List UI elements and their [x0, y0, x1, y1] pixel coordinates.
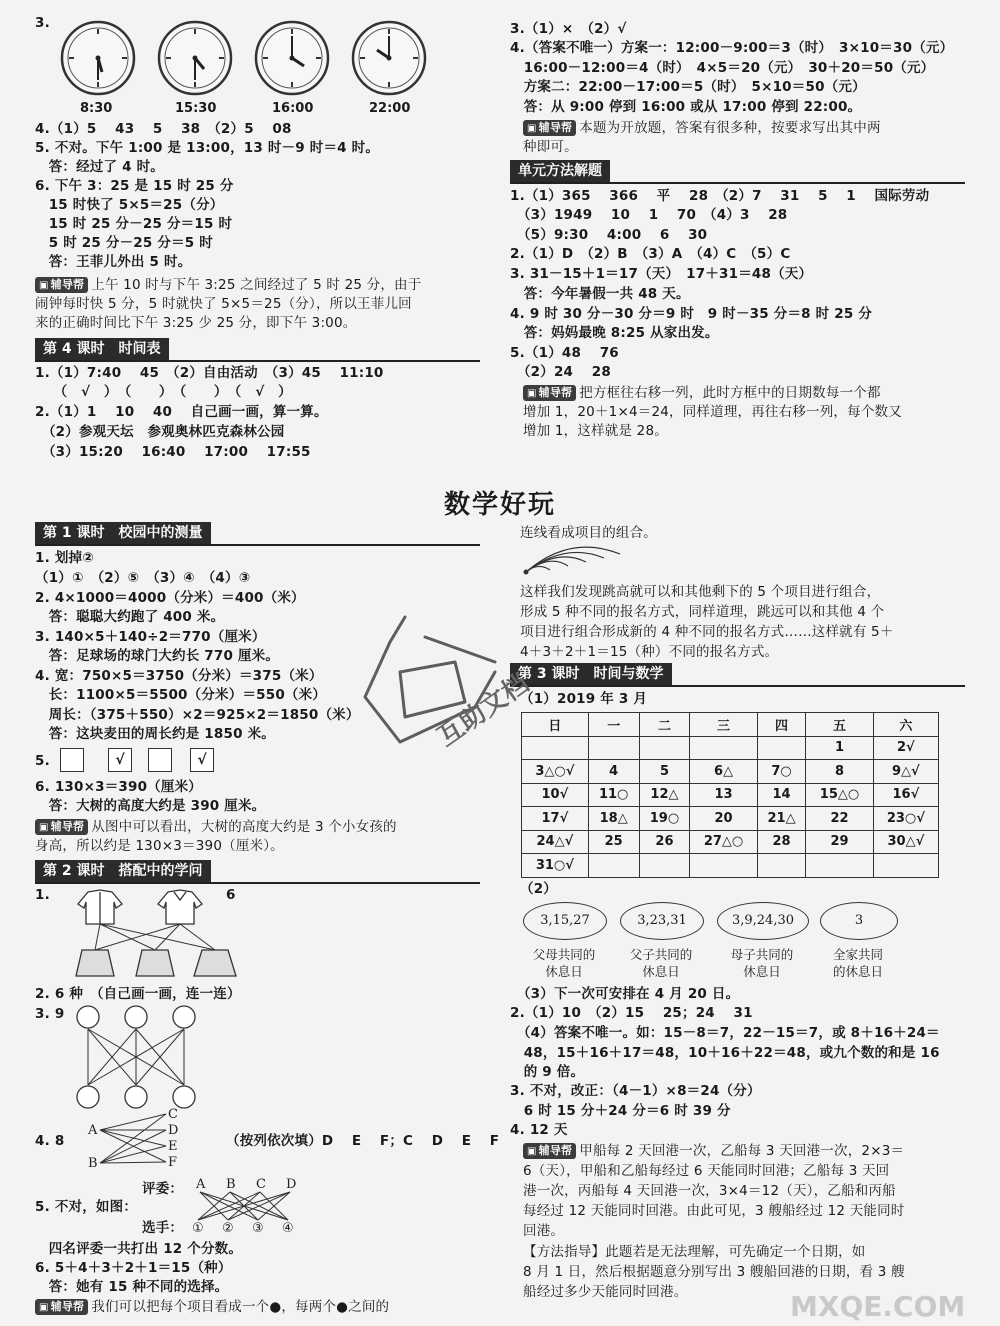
answer-line: 3. 31－15＋1＝17（天） 17＋31＝48（天）	[510, 266, 813, 282]
table-cell: 11○	[588, 783, 639, 807]
oval-set: 3,15,27	[523, 902, 607, 940]
table-cell: 7○	[757, 760, 806, 784]
answer-line: 15 时 25 分－25 分＝15 时	[35, 216, 233, 232]
answer-line: 答：王菲儿外出 5 时。	[35, 254, 192, 270]
answer-line: （3）1949 10 1 70 （4）3 28	[510, 207, 788, 223]
q5-number: 5.	[35, 753, 50, 769]
table-cell: 14	[757, 783, 806, 807]
answer-line: 6. 5＋4＋3＋2＋1＝15（种）	[35, 1260, 232, 1276]
arc-combination-diagram	[520, 542, 640, 578]
table-cell: 23○√	[873, 807, 938, 831]
oval-set: 3,9,24,30	[717, 902, 809, 940]
answer-line: 3. 140×5＋140÷2＝770（厘米）	[35, 629, 266, 645]
answer-line: 2.（1）D （2）B （3）A （4）C （5）C	[510, 246, 791, 262]
q4-answer: （按列依次填）D E F；C D E F	[226, 1133, 500, 1149]
letter-matching-diagram	[82, 1104, 192, 1174]
letter-label: E	[168, 1139, 178, 1154]
table-cell: 8	[806, 760, 873, 784]
table-cell: 27△○	[690, 830, 757, 854]
oval-set: 3	[820, 902, 898, 940]
answer-line: 答：足球场的球门大约长 770 厘米。	[35, 648, 280, 664]
answer-line: 6. 下午 3：25 是 15 时 25 分	[35, 178, 234, 194]
answer-line: 答：她有 15 种不同的选择。	[35, 1279, 229, 1295]
table-row	[522, 736, 939, 760]
helper-note: ▣ 辅导帮 上午 10 时与下午 3:25 之间经过了 5 时 25 分，由于	[35, 276, 421, 294]
answer-line: 2. 6 种 （自己画一画，连一连）	[35, 986, 241, 1002]
helper-badge: ▣ 辅导帮	[523, 385, 576, 401]
table-cell: 1	[806, 736, 873, 760]
clock-time-label: 8:30	[80, 101, 113, 116]
section-header-lesson1: 第 1 课时 校园中的测量	[35, 522, 480, 546]
table-cell	[522, 736, 589, 760]
q5-line: 5. 不对，如图：	[35, 1199, 138, 1215]
table-cell: 25	[588, 830, 639, 854]
answer-line: （2）24 28	[510, 364, 611, 380]
letter-label: B	[88, 1156, 98, 1171]
table-cell	[806, 854, 873, 878]
table-header: 四	[757, 713, 806, 737]
answer-line: （3）15:20 16:40 17:00 17:55	[35, 444, 311, 460]
q3-number: 3.	[35, 15, 50, 31]
table-cell: 13	[690, 783, 757, 807]
book-icon: ▣	[39, 1302, 49, 1313]
table-cell	[873, 854, 938, 878]
shirt-icon	[158, 890, 202, 924]
judge-label: B	[226, 1177, 236, 1192]
q2-line: （2）	[520, 881, 557, 897]
helper-note: ▣ 辅导帮 甲船每 2 天回港一次，乙船每 3 天回港一次，2×3＝	[523, 1142, 904, 1160]
helper-note-line: 港一次，丙船每 4 天回港一次，3×4＝12（天），乙船和丙船	[523, 1183, 896, 1199]
helper-badge: ▣ 辅导帮	[35, 277, 88, 293]
helper-note-line: 闹钟每时快 5 分，5 时就快了 5×5＝25（分），所以王菲儿回	[35, 296, 412, 312]
table-cell: 12△	[639, 783, 690, 807]
answer-line: 3.（1）× （2）√	[510, 21, 627, 37]
table-row	[522, 783, 939, 807]
helper-note-line: 来的正确时间比下午 3:25 少 25 分，即下午 3:00。	[35, 315, 357, 331]
answer-line: 答：妈妈最晚 8:25 从家出发。	[510, 325, 719, 341]
answer-line: 1. 划掉②	[35, 550, 94, 566]
q3-number: 3. 9	[35, 1006, 65, 1022]
table-cell	[588, 736, 639, 760]
table-header: 日	[522, 713, 589, 737]
method-note-line: 船经过多少天能同时回港。	[523, 1284, 688, 1300]
clock-time-label: 15:30	[175, 101, 217, 116]
oval-caption: 父母共同的 休息日	[532, 947, 596, 979]
judge-label: A	[196, 1177, 206, 1192]
table-cell: 26	[639, 830, 690, 854]
table-cell: 28	[757, 830, 806, 854]
answer-line: 6. 130×3＝390（厘米）	[35, 779, 202, 795]
judge-label: D	[286, 1177, 297, 1192]
table-cell: 4	[588, 760, 639, 784]
answer-line: 3. 不对，改正：（4－1）×8＝24（分）	[510, 1083, 761, 1099]
answer-box: √	[108, 748, 132, 772]
table-header: 二	[639, 713, 690, 737]
text-line: 4＋3＋2＋1＝15（种）不同的报名方式。	[520, 644, 779, 660]
answer-line: 6 时 15 分＋24 分＝6 时 39 分	[510, 1103, 731, 1119]
letter-label: A	[88, 1123, 98, 1138]
answer-line: 答：今年暑假一共 48 天。	[510, 286, 690, 302]
text-line: 这样我们发现跳高就可以和其他剩下的 5 个项目进行组合，	[520, 584, 881, 600]
clock-icon	[62, 22, 134, 94]
clock-icon	[256, 22, 328, 94]
table-cell	[639, 854, 690, 878]
letter-label: C	[168, 1107, 178, 1122]
answer-line: 5.（1）48 76	[510, 345, 619, 361]
table-row	[522, 760, 939, 784]
answer-line: 答：大树的高度大约是 390 厘米。	[35, 798, 266, 814]
clock-icon	[353, 22, 425, 94]
answer-line: 4.（答案不唯一）方案一：12:00－9:00＝3（时） 3×10＝30（元）	[510, 40, 954, 56]
calendar-table	[521, 712, 939, 878]
q1-answer: 6	[226, 887, 236, 903]
table-cell: 31○√	[522, 854, 589, 878]
table-row	[522, 713, 939, 737]
helper-badge: ▣ 辅导帮	[35, 1299, 88, 1315]
helper-note: ▣ 辅导帮 从图中可以看出，大树的高度大约是 3 个小女孩的	[35, 818, 397, 836]
judges-label: 评委：	[142, 1181, 184, 1197]
answer-box: √	[190, 748, 214, 772]
table-cell: 18△	[588, 807, 639, 831]
answer-line: （3）下一次可安排在 4 月 20 日。	[510, 986, 740, 1002]
oval-caption: 母子共同的 休息日	[730, 947, 794, 979]
table-cell	[690, 736, 757, 760]
answer-line: 5. 不对。下午 1:00 是 13:00，13 时－9 时＝4 时。	[35, 140, 380, 156]
table-cell: 20	[690, 807, 757, 831]
section-title: 数学好玩	[443, 490, 556, 520]
oval-caption: 父子共同的 休息日	[629, 947, 693, 979]
answer-line: 4. 12 天	[510, 1122, 568, 1138]
table-cell: 24△√	[522, 830, 589, 854]
letter-label: D	[168, 1123, 179, 1138]
answer-line: （2）参观天坛 参观奥林匹克森林公园	[35, 424, 285, 440]
helper-note-line: 增加 1，20＋1×4＝24，同样道理，再往右移一列，每个数又	[523, 404, 902, 420]
book-icon: ▣	[527, 123, 537, 134]
section-header-unit-method: 单元方法解题	[510, 160, 965, 184]
answer-line: 15 时快了 5×5＝25（分）	[35, 197, 224, 213]
table-cell: 30△√	[873, 830, 938, 854]
table-cell: 6△	[690, 760, 757, 784]
section-header-lesson2: 第 2 课时 搭配中的学问	[35, 860, 480, 884]
table-cell: 22	[806, 807, 873, 831]
clothes-matching-diagram	[70, 888, 250, 980]
player-label: ②	[222, 1221, 234, 1236]
table-row	[522, 854, 939, 878]
table-cell: 29	[806, 830, 873, 854]
book-icon: ▣	[527, 388, 537, 399]
table-cell: 16√	[873, 783, 938, 807]
text-line: 项目进行组合形成新的 4 种不同的报名方式……这样就有 5＋	[520, 624, 894, 640]
table-header: 三	[690, 713, 757, 737]
helper-note: ▣ 辅导帮 本题为开放题，答案有很多种，按要求写出其中两	[523, 119, 881, 137]
answer-line: （4）答案不唯一。如：15－8＝7，22－15＝7，或 8＋16＋24＝	[510, 1025, 940, 1041]
players-label: 选手：	[142, 1220, 184, 1236]
judge-label: C	[256, 1177, 266, 1192]
player-label: ④	[282, 1221, 294, 1236]
table-cell: 10√	[522, 783, 589, 807]
answer-line: 方案二：22:00－17:00＝5（时） 5×10＝50（元）	[510, 79, 866, 95]
oval-set: 3,23,31	[620, 902, 704, 940]
dot-icon	[524, 570, 529, 575]
section-header-lesson3: 第 3 课时 时间与数学	[510, 663, 965, 687]
answer-line: 1.（1）365 366 平 28 （2）7 31 5 1 国际劳动	[510, 188, 930, 204]
answer-line: 5 时 25 分－25 分＝5 时	[35, 235, 213, 251]
table-cell: 19○	[639, 807, 690, 831]
helper-badge: ▣ 辅导帮	[523, 1143, 576, 1159]
table-cell	[690, 854, 757, 878]
answer-line: 答：聪聪大约跑了 400 米。	[35, 609, 225, 625]
helper-note-line: 种即可。	[523, 139, 578, 155]
stamp-text: 互助文档	[432, 668, 535, 753]
answer-box	[148, 748, 172, 772]
table-cell	[757, 736, 806, 760]
table-cell: 17√	[522, 807, 589, 831]
answer-line: 4.（1）5 43 5 38 （2）5 08	[35, 121, 292, 137]
text-line: 连线看成项目的组合。	[520, 525, 657, 541]
q1-line: （1）2019 年 3 月	[520, 691, 648, 707]
player-label: ③	[252, 1221, 264, 1236]
table-row	[522, 807, 939, 831]
answer-line: 答：这块麦田的周长约是 1850 米。	[35, 726, 275, 742]
player-label: ①	[192, 1221, 204, 1236]
letter-label: F	[168, 1155, 178, 1170]
answer-line: 2.（1）10 （2）15 25；24 31	[510, 1005, 753, 1021]
section-header-lesson4: 第 4 课时 时间表	[35, 338, 480, 362]
table-row	[522, 830, 939, 854]
clock-row	[58, 18, 478, 102]
text-line: 形成 5 种不同的报名方式，同样道理，跳远可以和其他 4 个	[520, 604, 885, 620]
answer-line: 四名评委一共打出 12 个分数。	[35, 1241, 243, 1257]
q4-number: 4. 8	[35, 1133, 65, 1149]
answer-line: 2.（1）1 10 40 自己画一画，算一算。	[35, 404, 328, 420]
method-note-line: 8 月 1 日，然后根据题意分别写出 3 艘船回港的日期，看 3 艘	[523, 1264, 905, 1280]
answer-box	[60, 748, 84, 772]
book-icon: ▣	[39, 822, 49, 833]
table-cell: 15△○	[806, 783, 873, 807]
table-cell: 21△	[757, 807, 806, 831]
people-matching-diagram	[68, 1003, 228, 1113]
table-cell	[588, 854, 639, 878]
answer-line: 答：经过了 4 时。	[35, 159, 164, 175]
answer-line: 1.（1）7:40 45 （2）自由活动 （3）45 11:10	[35, 365, 384, 381]
answer-line: 周长：（375＋550）×2＝925×2＝1850（米）	[35, 707, 360, 723]
table-cell: 9△√	[873, 760, 938, 784]
helper-note-line: 身高，所以约是 130×3＝390（厘米）。	[35, 838, 284, 854]
helper-note: ▣ 辅导帮 我们可以把每个项目看成一个●，每两个●之间的	[35, 1298, 389, 1316]
answer-line: （ √ ） （ ） （ ） （ √ ）	[35, 384, 292, 400]
helper-note: ▣ 辅导帮 把方框往右移一列，此时方框中的日期数每一个都	[523, 384, 881, 402]
skirt-icon	[76, 950, 236, 976]
table-cell: 2√	[873, 736, 938, 760]
table-cell: 3△○√	[522, 760, 589, 784]
answer-line: 48，15＋16＋17＝48，10＋16＋22＝48，或九个数的和是 16	[510, 1045, 940, 1061]
table-header: 六	[873, 713, 938, 737]
helper-note-line: 每经过 12 天能同时回港。由此可见，3 艘船经过 12 天能同时	[523, 1203, 905, 1219]
table-header: 一	[588, 713, 639, 737]
table-cell: 5	[639, 760, 690, 784]
answer-line: 2. 4×1000＝4000（分米）＝400（米）	[35, 590, 305, 606]
answer-line: 答：从 9:00 停到 16:00 或从 17:00 停到 22:00。	[510, 99, 862, 115]
answer-line: 的 9 倍。	[510, 1064, 585, 1080]
helper-note-line: 回港。	[523, 1223, 565, 1239]
book-icon: ▣	[39, 280, 49, 291]
q1-number: 1.	[35, 887, 50, 903]
table-header: 五	[806, 713, 873, 737]
clock-time-label: 22:00	[369, 101, 411, 116]
helper-note-line: 6（天），甲船和乙船每经过 6 天能同时回港；乙船每 3 天回	[523, 1163, 890, 1179]
clock-time-label: 16:00	[272, 101, 314, 116]
answer-line: （1）① （2）⑤ （3）④ （4）③	[35, 570, 251, 586]
answer-line: 16:00－12:00＝4（时） 4×5＝20（元） 30＋20＝50（元）	[510, 60, 935, 76]
oval-caption: 全家共同 的休息日	[832, 947, 883, 979]
table-cell	[757, 854, 806, 878]
helper-badge: ▣ 辅导帮	[35, 819, 88, 835]
answer-line: 长：1100×5＝5500（分米）＝550（米）	[35, 687, 327, 703]
answer-line: 4. 宽：750×5＝3750（分米）＝375（米）	[35, 668, 323, 684]
jacket-icon	[78, 890, 122, 924]
answer-line: 4. 9 时 30 分－30 分＝9 时 9 时－35 分＝8 时 25 分	[510, 306, 873, 322]
method-note-line: 【方法指导】此题若是无法理解，可先确定一个日期，如	[523, 1244, 866, 1260]
table-cell	[639, 736, 690, 760]
answer-line: （5）9:30 4:00 6 30	[510, 227, 708, 243]
book-icon: ▣	[527, 1146, 537, 1157]
corner-watermark: MXQE.COM	[790, 1290, 966, 1323]
helper-note-line: 增加 1，这样就是 28。	[523, 423, 668, 439]
judge-player-diagram	[180, 1174, 310, 1238]
helper-badge: ▣ 辅导帮	[523, 120, 576, 136]
clock-icon	[159, 22, 231, 94]
